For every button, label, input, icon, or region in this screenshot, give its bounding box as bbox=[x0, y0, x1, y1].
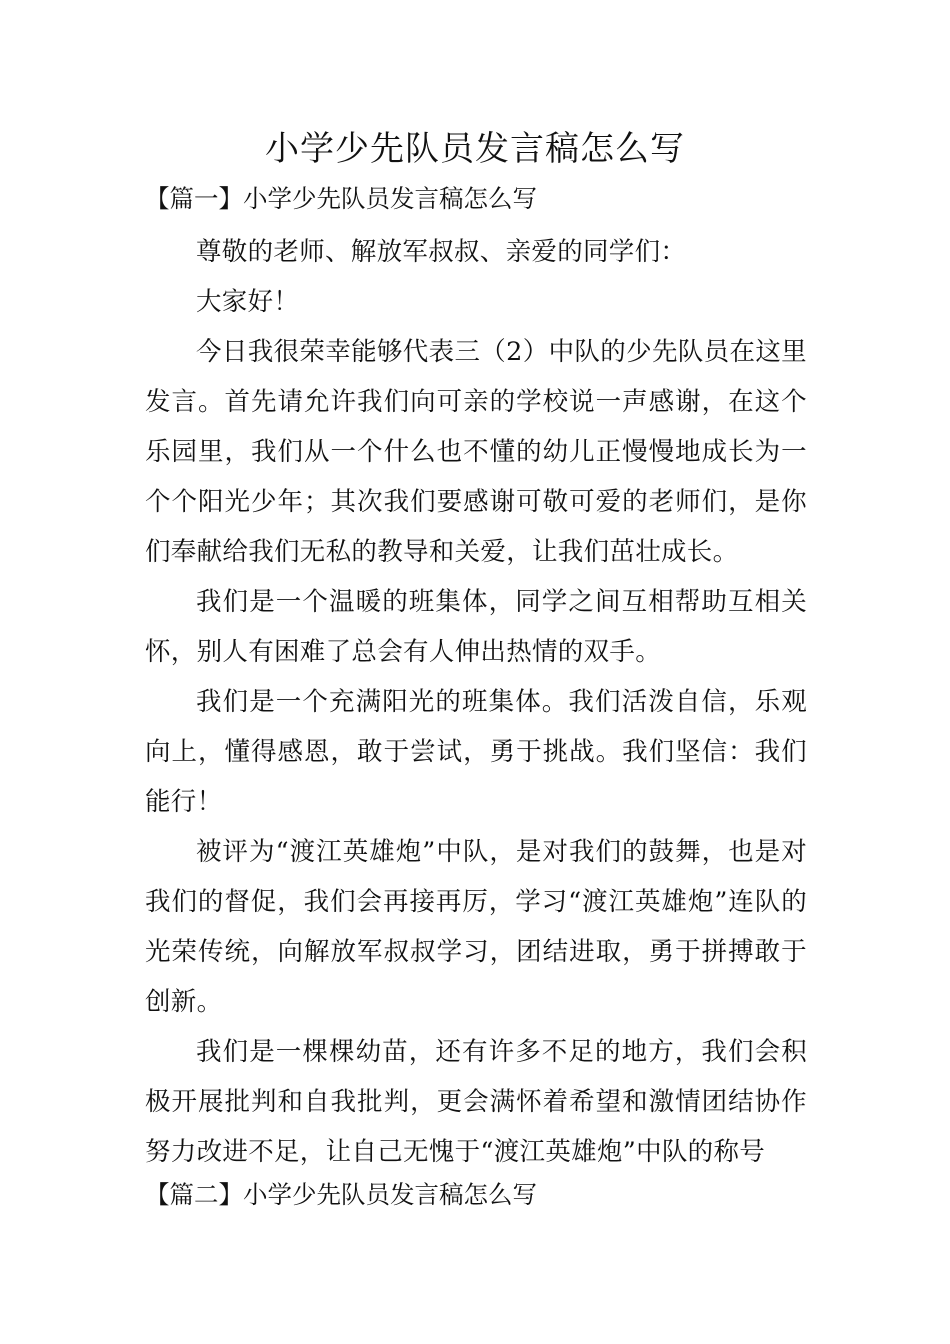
paragraph-honor: 被评为“渡江英雄炮”中队，是对我们的鼓舞，也是对我们的督促，我们会再接再厉，学习“渡江英雄炮”连队的光荣传统，向解放军叔叔学习，团结进取，勇于拼搏敢于创新。 bbox=[145, 837, 807, 1017]
paragraph-seedlings: 我们是一棵棵幼苗，还有许多不足的地方，我们会积极开展批判和自我批判，更会满怀着希望和激情团结协作努力改进不足，让自己无愧于“渡江英雄炮”中队的称号 bbox=[145, 1037, 807, 1167]
paragraph-warm-class: 我们是一个温暖的班集体，同学之间互相帮助互相关怀，别人有困难了总会有人伸出热情的双手。 bbox=[145, 587, 807, 667]
paragraph-introduction: 今日我很荣幸能够代表三（2）中队的少先队员在这里发言。首先请允许我们向可亲的学校说一声感谢，在这个乐园里，我们从一个什么也不懂的幼儿正慢慢地成长为一个个阳光少年；其次我们要感谢可敬可爱的老师们，是你们奉献给我们无私的教导和关爱，让我们茁壮成长。 bbox=[145, 337, 807, 567]
section-heading-2: 【篇二】小学少先队员发言稿怎么写 bbox=[145, 1180, 537, 1209]
paragraph-greeting: 大家好！ bbox=[196, 287, 300, 317]
section-heading-1: 【篇一】小学少先队员发言稿怎么写 bbox=[145, 184, 537, 213]
paragraph-sunny-class: 我们是一个充满阳光的班集体。我们活泼自信，乐观向上，懂得感恩，敢于尝试，勇于挑战。我们坚信：我们能行！ bbox=[145, 687, 807, 817]
document-title: 小学少先队员发言稿怎么写 bbox=[265, 129, 685, 169]
paragraph-salutation: 尊敬的老师、解放军叔叔、亲爱的同学们： bbox=[196, 237, 687, 267]
document-body bbox=[145, 227, 807, 1177]
